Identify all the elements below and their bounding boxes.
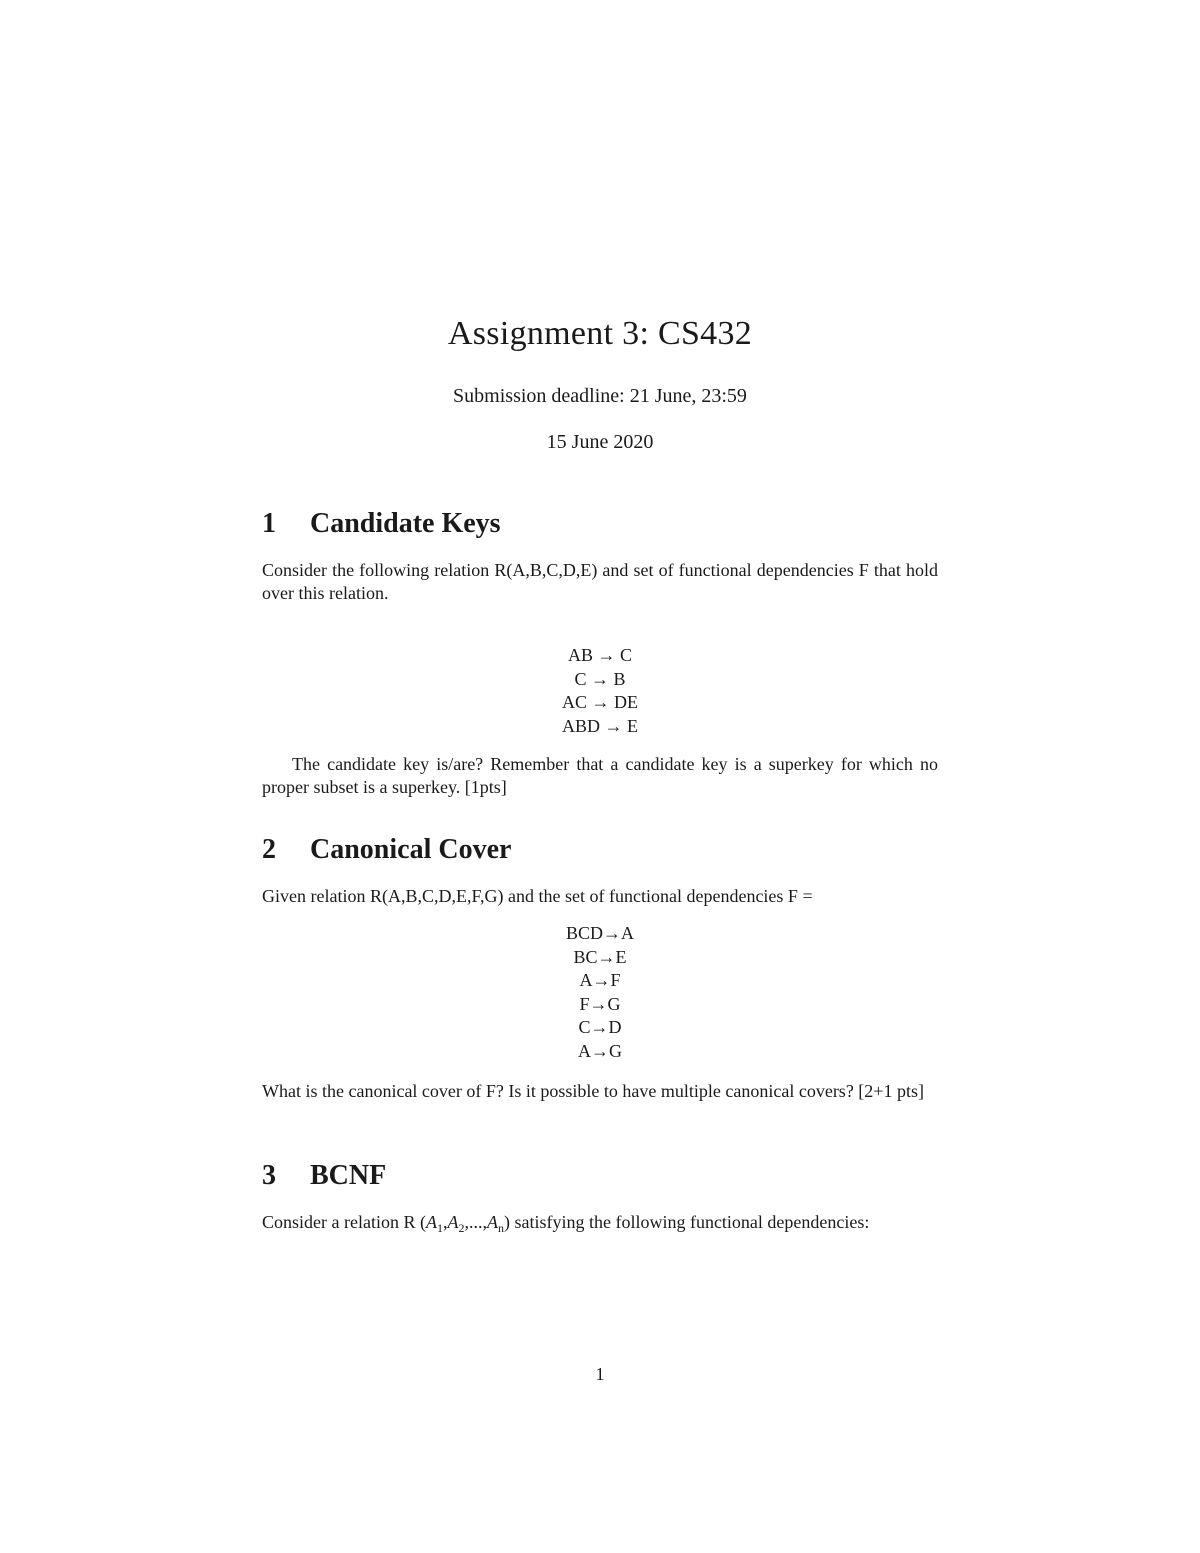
fd-item: ABD → E (562, 715, 638, 736)
attribute-a: A (486, 1212, 498, 1232)
section-2-intro: Given relation R(A,B,C,D,E,F,G) and the set of functional dependencies F = (262, 886, 813, 906)
section-title: Canonical Cover (310, 834, 512, 865)
section-number: 2 (262, 834, 276, 865)
fd-item: C→D (578, 1017, 622, 1037)
document-title: Assignment 3: CS432 (447, 315, 753, 352)
subscript: 2 (458, 1221, 465, 1235)
section-1-intro: Consider the following relation R(A,B,C,D,E) and set of functional dependencies F that hold over this relation. (262, 560, 938, 603)
section-3-intro: Consider a relation R $(A_1,A_2,...,A_n)$ satisfying the following functional dependencies: (262, 1212, 870, 1235)
section-1-question: The candidate key is/are? Remember that a candidate key is a superkey for which no proper subset is a superkey. [1pts] (262, 754, 938, 797)
fd-item: C → B (574, 668, 626, 689)
section-heading-bcnf (262, 1158, 386, 1194)
subscript: n (497, 1221, 504, 1235)
section-heading-candidate-keys (262, 506, 501, 542)
fd-item: BCD→A (565, 923, 634, 943)
intro-suffix: ) satisfying the following functional dependencies: (503, 1212, 870, 1232)
section-number: 3 (262, 1160, 276, 1191)
section-title: Candidate Keys (310, 508, 501, 539)
fd-item: AB → C (567, 645, 632, 665)
attribute-a: A (425, 1212, 437, 1232)
page-number: 1 (595, 1364, 605, 1384)
subscript: 1 (436, 1221, 443, 1235)
attribute-a: A (447, 1212, 459, 1232)
submission-deadline: Submission deadline: 21 June, 23:59 (453, 385, 747, 407)
fd-item: A→G (578, 1040, 622, 1061)
intro-prefix: Consider a relation R ( (262, 1212, 426, 1232)
fd-item: BC→E (573, 946, 627, 967)
section-heading-canonical-cover (262, 832, 511, 868)
section-2-question: What is the canonical cover of F? Is it possible to have multiple canonical covers? [2+1 pts] (262, 1081, 924, 1101)
fd-item: AC → DE (562, 692, 638, 712)
section-1-fd-list (0, 644, 1200, 738)
section-number: 1 (262, 508, 276, 539)
section-2-fd-list (0, 922, 1200, 1063)
section-title: BCNF (310, 1160, 387, 1191)
fd-item: F→G (579, 993, 621, 1014)
fd-item: A→F (579, 970, 621, 990)
document-date: 15 June 2020 (546, 431, 654, 453)
